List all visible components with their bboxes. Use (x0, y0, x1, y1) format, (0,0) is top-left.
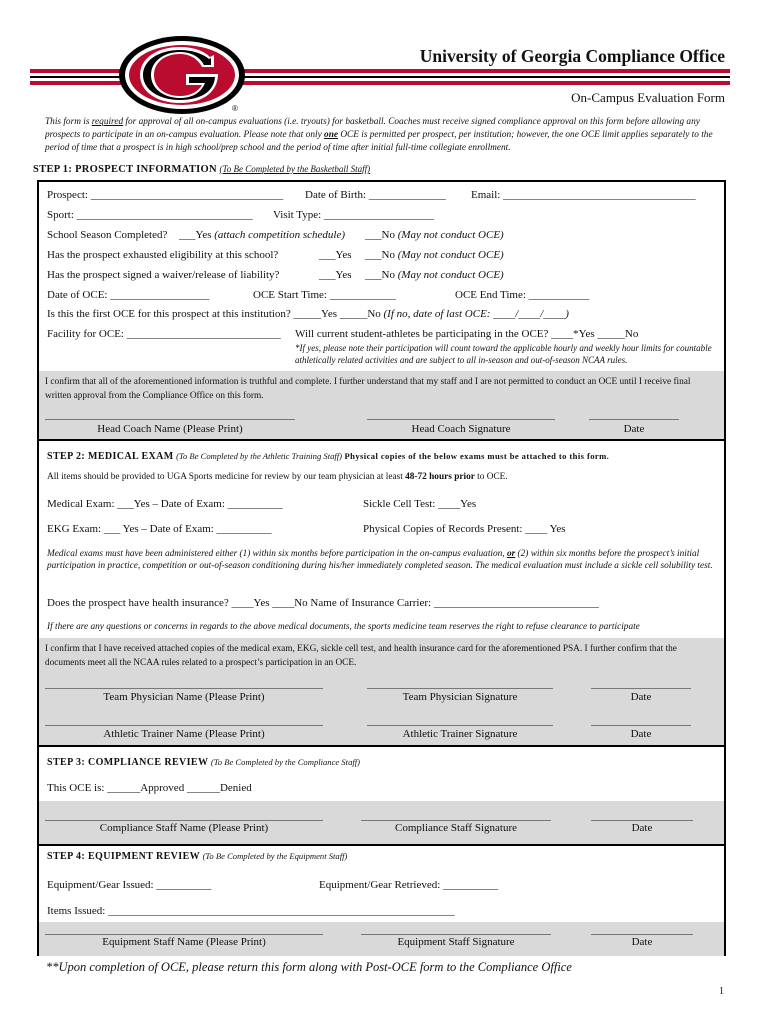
facility-field[interactable]: Facility for OCE: ____________________________ (47, 328, 281, 340)
medical-rules-note: Medical exams must have been administered either (1) within six months before participation in the on-campus evaluation, or (2) within six months before the prospect’s initial participation in practice, competition or out-of-season conditioning during his/her immediately completed season. The medical evaluation must include a sickle cell solubility test. (47, 549, 713, 572)
compliance-name-line[interactable] (45, 820, 323, 821)
physician-name-line[interactable] (45, 688, 323, 689)
equipment-name-label: Equipment Staff Name (Please Print) (102, 936, 266, 948)
sickle-cell-field[interactable]: Sickle Cell Test: ____Yes (363, 498, 477, 510)
gear-issued-field[interactable]: Equipment/Gear Issued: __________ (47, 879, 212, 891)
records-present-field[interactable]: Physical Copies of Records Present: ____ Yes (363, 523, 566, 535)
dob-field[interactable]: Date of Birth: ______________ (305, 189, 446, 201)
step2-certification: I confirm that I have received attached copies of the medical exam, EKG, sickle cell test, and health insurance card for the aforementioned PSA. I further confirm that the documents meet all the NCAA rules related to a prospect’s participation in an OCE. (45, 644, 677, 668)
head-coach-date-label: Date (623, 423, 645, 435)
step2-provide-note: All items should be provided to UGA Sports medicine for review by our team physician at least 48-72 hours prior to OCE. (47, 472, 508, 482)
compliance-date-line[interactable] (591, 820, 693, 821)
equipment-signature-label: Equipment Staff Signature (397, 936, 515, 948)
items-issued-field[interactable]: Items Issued: _______________________________________________________________ (47, 905, 455, 917)
head-coach-signature-line[interactable] (367, 419, 555, 420)
form-subtitle: On-Campus Evaluation Form (571, 90, 725, 105)
step4-box (37, 844, 726, 956)
first-oce-question[interactable]: Is this the first OCE for this prospect at this institution? _____Yes _____No (If no, date of last OCE: ____/____/____) (47, 308, 569, 320)
concerns-note: If there are any questions or concerns in regards to the above medical documents, the sports medicine team reserves the right to refuse clearance to participate (47, 622, 640, 632)
eligibility-question: Has the prospect exhausted eligibility at this school? (47, 249, 279, 261)
footer-instruction: **Upon completion of OCE, please return this form along with Post-OCE form to the Compliance Office (46, 960, 572, 974)
step3-signature-area (39, 801, 724, 845)
physician-signature-label: Team Physician Signature (402, 691, 518, 703)
head-coach-date-line[interactable] (589, 419, 679, 420)
page-title: University of Georgia Compliance Office (419, 46, 725, 66)
equipment-name-line[interactable] (45, 934, 323, 935)
waiver-yes-option[interactable]: ___Yes (319, 269, 352, 281)
head-coach-name-line[interactable] (45, 419, 295, 420)
trainer-name-line[interactable] (45, 725, 323, 726)
trainer-name-label: Athletic Trainer Name (Please Print) (103, 728, 265, 740)
date-of-oce-field[interactable]: Date of OCE: __________________ (47, 289, 210, 301)
step1-certification: I confirm that all of the aforementioned information is truthful and complete. I further understand that my staff and I are not permitted to conduct an OCE until I receive final written approval from the Compliance Office on this form. (45, 377, 691, 401)
trainer-signature-label: Athletic Trainer Signature (402, 728, 518, 740)
medical-exam-field[interactable]: Medical Exam: ___Yes – Date of Exam: __________ (47, 498, 283, 510)
step1-box (37, 180, 726, 439)
step2-heading: STEP 2: MEDICAL EXAM (To Be Completed by the Athletic Training Staff) Physical copies of the below exams must be attached to this form. (47, 451, 610, 462)
season-question: School Season Completed? (47, 229, 168, 241)
trainer-signature-line[interactable] (367, 725, 553, 726)
season-yes-option[interactable]: ___Yes (attach competition schedule) (179, 229, 346, 241)
waiver-no-option[interactable]: ___No (May not conduct OCE) (365, 269, 504, 281)
visit-type-field[interactable]: Visit Type: ____________________ (273, 209, 434, 221)
email-field[interactable]: Email: ___________________________________ (471, 189, 696, 201)
waiver-question: Has the prospect signed a waiver/release of liability? (47, 269, 280, 281)
eligibility-no-option[interactable]: ___No (May not conduct OCE) (365, 249, 504, 261)
step2-certification-area (39, 638, 724, 746)
oce-decision-field[interactable]: This OCE is: ______Approved ______Denied (47, 782, 252, 794)
physician-signature-line[interactable] (367, 688, 553, 689)
end-time-field[interactable]: OCE End Time: ___________ (455, 289, 590, 301)
step2-box (37, 439, 726, 746)
trainer-date-label: Date (630, 728, 652, 740)
sport-field[interactable]: Sport: ________________________________ (47, 209, 253, 221)
physician-name-label: Team Physician Name (Please Print) (103, 691, 265, 703)
equipment-date-line[interactable] (591, 934, 693, 935)
step1-certification-area (39, 371, 724, 439)
step4-heading: STEP 4: EQUIPMENT REVIEW (To Be Completed by the Equipment Staff) (47, 851, 348, 862)
head-coach-name-label: Head Coach Name (Please Print) (97, 423, 243, 435)
start-time-field[interactable]: OCE Start Time: ____________ (253, 289, 396, 301)
season-no-option[interactable]: ___No (May not conduct OCE) (365, 229, 504, 241)
athletes-question[interactable]: Will current student-athletes be participating in the OCE? ____*Yes _____No (295, 328, 639, 340)
georgia-g-logo (118, 34, 248, 116)
step1-heading: STEP 1: PROSPECT INFORMATION (To Be Completed by the Basketball Staff) (33, 164, 371, 175)
ekg-exam-field[interactable]: EKG Exam: ___ Yes – Date of Exam: __________ (47, 523, 272, 535)
trainer-date-line[interactable] (591, 725, 691, 726)
equipment-signature-line[interactable] (361, 934, 551, 935)
compliance-date-label: Date (631, 822, 653, 834)
head-coach-signature-label: Head Coach Signature (411, 423, 511, 435)
registered-mark: ® (232, 104, 238, 113)
step3-box (37, 745, 726, 845)
physician-date-label: Date (630, 691, 652, 703)
step3-heading: STEP 3: COMPLIANCE REVIEW (To Be Completed by the Compliance Staff) (47, 757, 360, 768)
athletes-note: *If yes, please note their participation will count toward the applicable hourly and weekly hour limits for countable athletically related activities and are subject to all in-season and out-of-season NCAA rules. (295, 343, 712, 365)
insurance-question[interactable]: Does the prospect have health insurance? ____Yes ____No Name of Insurance Carrier: ______________________________ (47, 597, 599, 609)
physician-date-line[interactable] (591, 688, 691, 689)
eligibility-yes-option[interactable]: ___Yes (319, 249, 352, 261)
compliance-name-label: Compliance Staff Name (Please Print) (99, 822, 269, 834)
compliance-signature-label: Compliance Staff Signature (395, 822, 517, 834)
prospect-field[interactable]: Prospect: ___________________________________ (47, 189, 284, 201)
gear-retrieved-field[interactable]: Equipment/Gear Retrieved: __________ (319, 879, 499, 891)
page-number: 1 (719, 986, 724, 997)
compliance-signature-line[interactable] (361, 820, 551, 821)
step4-signature-area (39, 922, 724, 956)
intro-paragraph: This form is required for approval of all on-campus evaluations (i.e. tryouts) for basketball. Coaches must receive signed compliance approval on this form before allowing any prospects to participate in an on-campus evaluation. Please note that only one OCE is permitted per prospect, per institution; however, the one OCE limit applies separately to the period of time that a prospect is in high school/prep school and the period of time after initial full-time collegiate enrollment. (45, 117, 713, 154)
equipment-date-label: Date (631, 936, 653, 948)
